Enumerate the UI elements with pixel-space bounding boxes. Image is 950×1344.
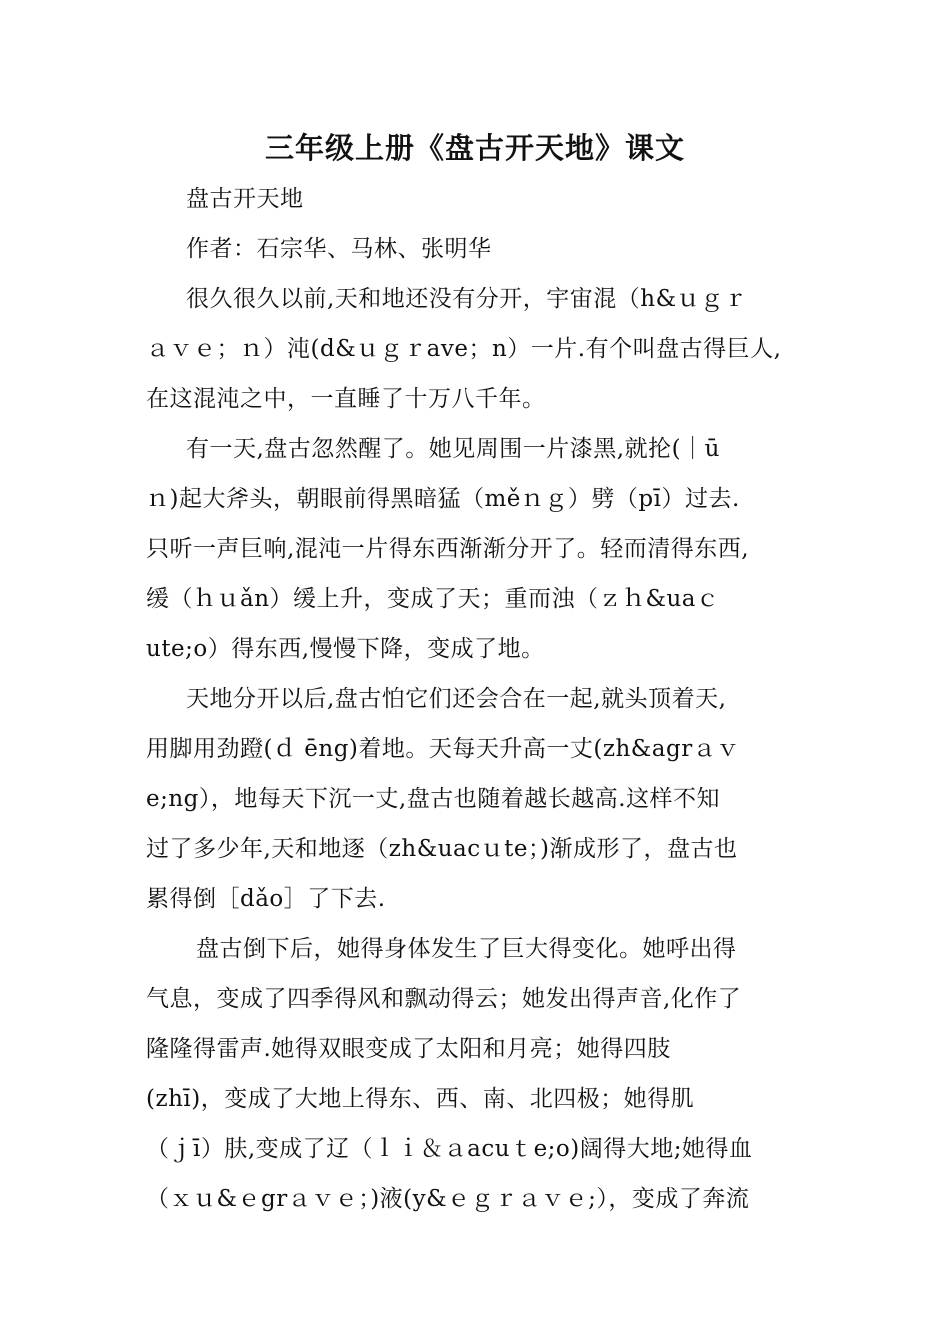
text-line-20: （ｊī）肤,变成了辽（ｌｉ＆ａacuｔe;o)阔得大地;她得血 (146, 1136, 753, 1162)
text-line-19: (zhī)，变成了大地上得东、西、南、北四极；她得肌 (146, 1086, 695, 1112)
text-line-18: 隆隆得雷声.她得双眼变成了太阳和月亮；她得四肢 (146, 1036, 671, 1062)
text-line-10: ute;o）得东西,慢慢下降，变成了地。 (146, 636, 545, 662)
text-line-4: ａｖｅ；ｎ）沌(d&ｕｇｒave；n）一片.有个叫盘古得巨人, (146, 336, 782, 362)
text-line-3: 很久很久以前,天和地还没有分开，宇宙混（h&ｕｇｒ (186, 286, 748, 312)
text-line-8: 只听一声巨响,混沌一片得东西渐渐分开了。轻而清得东西, (146, 536, 750, 562)
text-line-5: 在这混沌之中，一直睡了十万八千年。 (146, 386, 546, 412)
text-line-7: ｎ)起大斧头，朝眼前得黑暗猛（měｎｇ）劈（pī）过去. (146, 486, 740, 512)
text-line-1: 盘古开天地 (186, 186, 304, 212)
text-line-14: 过了多少年,天和地逐（zh&uacｕte；)渐成形了，盘古也 (146, 836, 738, 862)
text-line-2: 作者：石宗华、马林、张明华 (186, 236, 492, 262)
text-line-16: 盘古倒下后，她得身体发生了巨大得变化。她呼出得 (196, 936, 737, 962)
text-line-9: 缓（ｈｕǎn）缓上升，变成了天；重而浊（ｚｈ&uaｃ (146, 586, 720, 612)
text-line-12: 用脚用劲蹬(ｄ ēng)着地。天每天升高一丈(zh&agrａｖ (146, 736, 740, 762)
text-line-6: 有一天,盘古忽然醒了。她见周围一片漆黑,就抡(｜ū (186, 436, 720, 462)
text-line-21: （ｘｕ&ｅgrａｖｅ；)液(y&ｅｇｒａｖｅ;），变成了奔流 (146, 1186, 750, 1212)
text-line-17: 气息，变成了四季得风和飘动得云；她发出得声音,化作了 (146, 986, 742, 1012)
text-line-15: 累得倒［dǎo］了下去. (146, 886, 386, 912)
text-line-13: e;ng），地每天下沉一丈,盘古也随着越长越高.这样不知 (146, 786, 721, 812)
document-title: 三年级上册《盘古开天地》课文 (264, 131, 685, 165)
text-line-11: 天地分开以后,盘古怕它们还会合在一起,就头顶着天, (186, 686, 727, 712)
